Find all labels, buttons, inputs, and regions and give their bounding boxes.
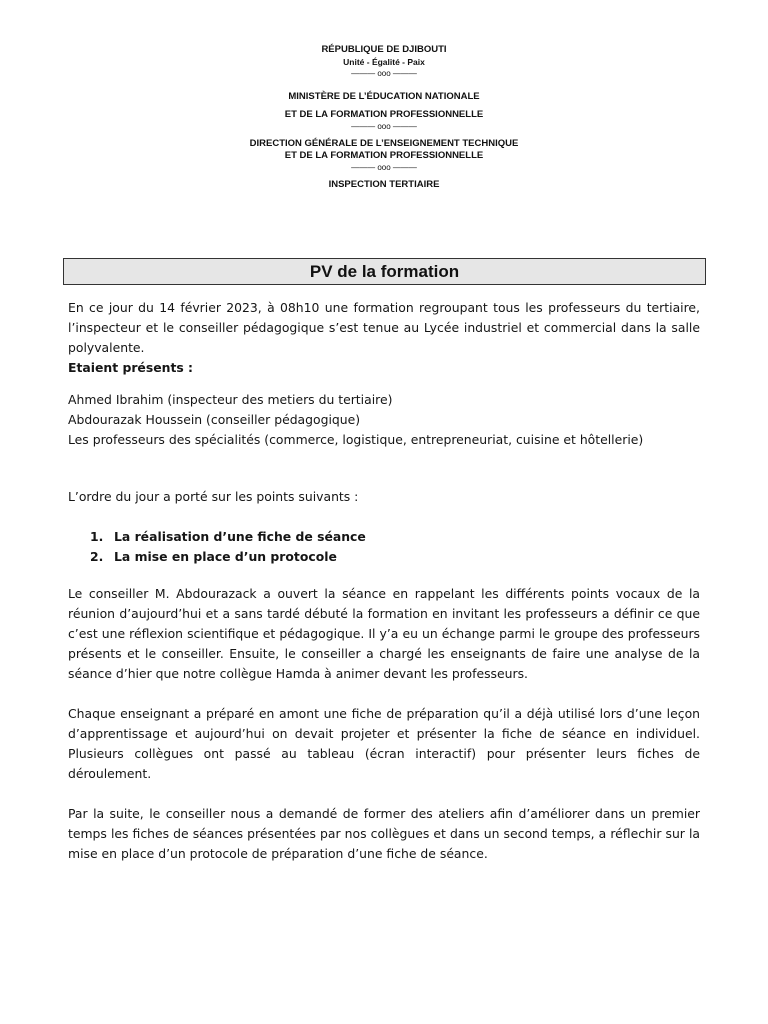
intro-paragraph: En ce jour du 14 février 2023, à 08h10 une formation regroupant tous les professeurs du tertiaire, l’inspecteur et le conseiller pédagogique s’est tenue au Lycée industriel et commercial dans la salle polyvalente. (68, 300, 700, 355)
separator-2: ——— ooo ——— (351, 122, 417, 131)
separator-1: ——— ooo ——— (351, 69, 417, 78)
agenda-item-text: La réalisation d’une fiche de séance (114, 529, 366, 544)
attendee-list (68, 390, 700, 450)
agenda-item-number: 1. (90, 529, 104, 544)
attendee-item: Les professeurs des spécialités (commerce, logistique, entrepreneuriat, cuisine et hôtellerie) (68, 432, 644, 447)
separator-3: ——— ooo ——— (351, 163, 417, 172)
agenda-item-text: La mise en place d’un protocole (114, 549, 337, 564)
agenda-item (90, 547, 690, 567)
agenda-list (90, 527, 690, 567)
country-name: RÉPUBLIQUE DE DJIBOUTI (321, 44, 447, 55)
body-paragraph-3: Par la suite, le conseiller nous a demandé de former des ateliers afin d’améliorer dans un premier temps les fiches de séances présentées par nos collègues et dans un second temps, a réflechir sur la mise en place d’un protocole de préparation d’une fiche de séance. (68, 806, 700, 861)
attendee-item: Abdourazak Houssein (conseiller pédagogique) (68, 412, 361, 427)
body-paragraph-1: Le conseiller M. Abdourazack a ouvert la séance en rappelant les différents points vocaux de la réunion d’aujourd’hui et a sans tardé débuté la formation en invitant les professeurs a définir ce que c’est une réflexion scientifique et pédagogique. Il y’a eu un échange parmi le groupe des professeurs présents et le conseiller. Ensuite, le conseiller a chargé les enseignants de faire une analyse de la séance d’hier que notre collègue Hamda à animer devant les professeurs. (68, 586, 700, 681)
agenda-intro: L’ordre du jour a porté sur les points suivants : (68, 489, 359, 504)
inspection-name: INSPECTION TERTIAIRE (328, 179, 440, 190)
document-title-box (63, 258, 706, 285)
document-title: PV de la formation (309, 261, 460, 281)
agenda-item (90, 527, 690, 547)
letterhead (0, 44, 768, 191)
body-paragraph-2: Chaque enseignant a préparé en amont une fiche de préparation qu’il a déjà utilisé lors d’une leçon d’apprentissage et aujourd’hui on devait projeter et présenter la fiche de séance en individuel. Plusieurs collègues ont passé au tableau (écran interactif) pour présenter leurs fiches de déroulement. (68, 706, 700, 781)
direction-line-2: ET DE LA FORMATION PROFESSIONNELLE (284, 150, 484, 161)
present-label: Etaient présents : (68, 360, 194, 375)
country-motto: Unité - Égalité - Paix (343, 57, 425, 67)
attendee-item: Ahmed Ibrahim (inspecteur des metiers du tertiaire) (68, 392, 393, 407)
agenda-item-number: 2. (90, 549, 104, 564)
ministry-line-2: ET DE LA FORMATION PROFESSIONNELLE (284, 109, 484, 120)
ministry-line-1: MINISTÈRE DE L’ÉDUCATION NATIONALE (288, 91, 480, 102)
direction-line-1: DIRECTION GÉNÉRALE DE L’ENSEIGNEMENT TECHNIQUE (249, 138, 519, 149)
